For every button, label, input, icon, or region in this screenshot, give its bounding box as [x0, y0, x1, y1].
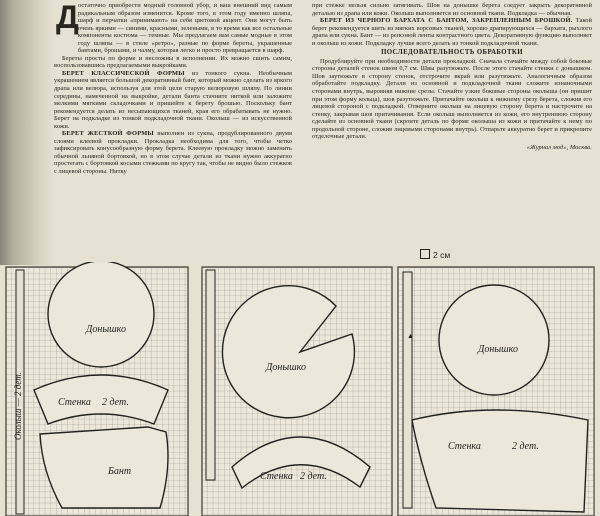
pattern-panel-3 [398, 267, 594, 516]
sewing-patterns [0, 262, 600, 516]
beret-classic-heading: БЕРЕТ КЛАССИЧЕСКОЙ ФОРМЫ [62, 69, 185, 77]
beret-velvet-heading: БЕРЕТ ИЗ ЧЕРНОГО БАРХАТА С БАНТОМ, ЗАКРЕПЛЕННЫМ БРОШКОЙ. [320, 17, 573, 25]
drop-cap: Д [56, 0, 79, 35]
okolysh-label-1: Околыш — 2 дет. [13, 371, 23, 440]
binding-shadow [0, 0, 54, 265]
text-column-right [312, 2, 592, 151]
bant-label: Бант [108, 466, 132, 477]
intro-paragraph: остаточно приобрести модный головной убор, и ваш внешний вид самым радикальным образом изменится. Кроме того, в этом году именно шляпа, шарф и перчатки «принимают» на себя цветовой акцент. Они могут быть очень яркими — синими, красными, зелеными, в то время как все остальные компоненты костюма — темные. Мы предлагаем вам самые модные в этом году шляпы — в стиле «ретро», разные по форме береты, украшенные бантами, брошами, и чалму, которая легко и просто превращается в шарф. [78, 2, 292, 55]
okolysh-arrow-up-icon: ▲ [407, 332, 414, 340]
scale-legend [420, 249, 450, 260]
beret-classic-text: из тонкого сукна. Необычным украшением является большой декоративный бант, который можно сделать из яркого драпа или велюра, используя для этой цели старую велюровую шляпу. По линии середины, намеченной на выкройке, детали банта стачните ниткой или заложите мелкими мягкими складочками и пришейте к берету брошью. Поскольку бант рекомендуется делать из несыпающихся тканей, края его обрабатывать не нужно. Берет на подкладке из тонкой подкладочной ткани. Околыш — из искусственной кожи. [54, 69, 292, 130]
stenka-count-1: 2 дет. [102, 397, 129, 408]
stenka-label-3: Стенка [448, 441, 481, 452]
donyshko-label-1: Донышко [86, 324, 126, 335]
stenka-label-2: Стенка [260, 471, 293, 482]
beret-velvet-text: Такой берет рекомендуется шить из мягких ворсовых тканей, хорошо драпирующихся — бархата, рыхлого драпа или сукна. Бант — из репсовой ленты контрастного цвета. Декоративную функцию выполняет и околыш из кожи. Подкладку лучше всего делать из тонкой подкладочной ткани. [312, 17, 592, 47]
continuation-paragraph: при стежке нельзя сильно затягивать. Шов на донышке берета следует закрыть декоративной деталью из драпа или кожи. Околыш выполняется из основной ткани. Подкладка — обычная. [312, 2, 592, 17]
pattern-panel-2 [202, 267, 392, 516]
stenka-label-1: Стенка [58, 397, 91, 408]
intro-paragraph-2: Береты просты по форме и несложны в исполнении. Их можно сшить самим, воспользовавшись предлагаемыми выкройками. [54, 54, 292, 70]
beret-rigid-paragraph [54, 130, 292, 175]
pattern-panel-1 [6, 262, 188, 516]
beret-classic-paragraph [54, 70, 292, 130]
sequence-paragraph: Продублируйте при необходимости детали прокладкой. Сначала стачайте между собой боковые стороны деталей стенок швом 0,7 см. Швы разутюжьте. После этого стачайте стенки с донышком. Шов заутюжьте в сторону стенок, отстрочите вкрай или разутюжьте. Аналогичным образом обработайте подкладку. Детали из основной и подкладочной ткани сложите изнаночными сторонами внутрь, выровняв нижние срезы. Стачайте узкие боковые стороны околыша (он пришит при этом форму кольца), шов разутюжьте. Притачайте околыш к нижнему срезу берета, сложив его лицевой стороной с подкладкой. Отверните околыш на лицевую сторону берета и настрочите на стенку, закрывая шов притачивания. Если околыш выполняется из кожи, его внутреннюю сторону сделайте из основной ткани (скроите деталь по форме околыша из кожи и притачайте к нему по продольной стороне, сложив лицевыми сторонами внутрь). Отпарьте аккуратно берет и прикрепите отделочные детали. [312, 57, 592, 141]
scale-label: 2 см [433, 250, 451, 260]
source-credit: «Журнал мод», Москва. [526, 143, 592, 151]
beret-rigid-heading: БЕРЕТ ЖЕСТКОЙ ФОРМЫ [62, 130, 154, 138]
beret-velvet-paragraph [312, 17, 592, 47]
scale-square-icon [420, 249, 430, 259]
text-column-left [54, 2, 292, 176]
stenka-count-3: 2 дет. [512, 441, 539, 452]
stenka-count-2: 2 дет. [300, 471, 327, 482]
donyshko-label-2: Донышко [266, 362, 306, 373]
beret-rigid-text: выполнен из сукна, продублированного двумя слоями клеевой прокладки. Прокладка необходима для того, чтобы четко зафиксировать конусообразную форму берета. Клеевую прокладку можно заменить обычной льняной бортовкой, но в этом случае детали из ткани нужно аккуратно простегать с бортовкой косыми стежками по кругу так, чтобы не видно было стежков с лицевой стороны. Нитку [54, 130, 292, 176]
donyshko-label-3: Донышко [478, 344, 518, 355]
sequence-heading: ПОСЛЕДОВАТЕЛЬНОСТЬ ОБРАБОТКИ [381, 49, 523, 57]
